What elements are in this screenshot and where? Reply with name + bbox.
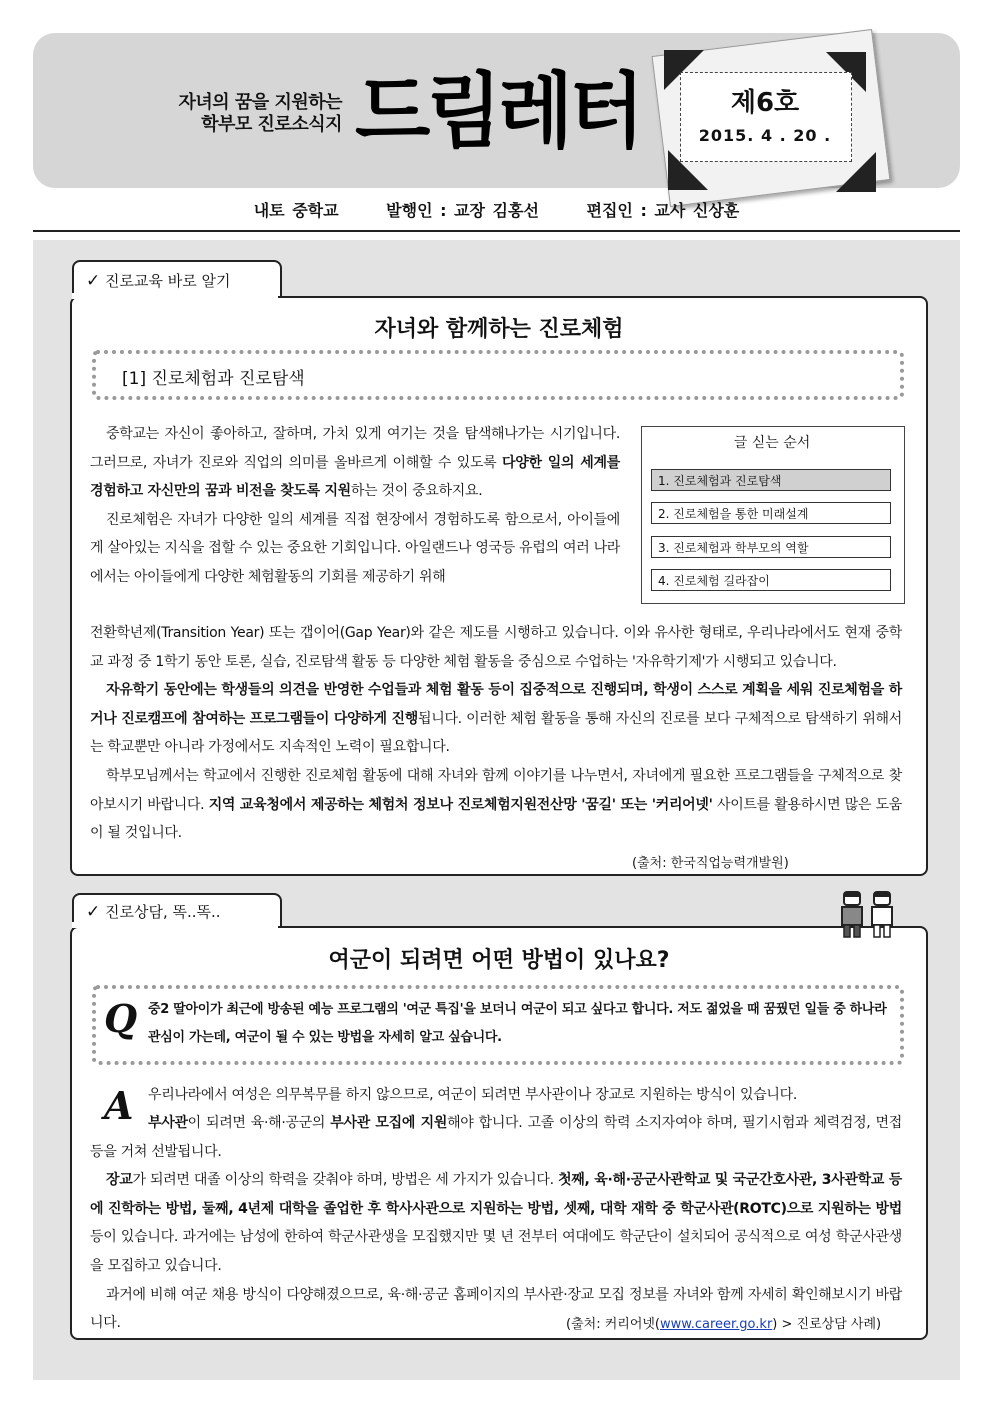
section1-subtitle: [1] 진로체험과 진로탐색 [122,369,305,389]
paragraph: 과거에 비해 여군 채용 방식이 다양해졌으므로, 육·해·공군 홈페이지의 부사관·장교 모집 정보를 자녀와 함께 자세히 확인해보시기 바랍니다. [90,1286,902,1332]
issue-number: 제6호 [730,88,800,118]
masthead-subtitle [170,92,342,136]
paragraph: 중학교는 자신이 좋아하고, 잘하며, 가치 있게 여기는 것을 탐색해나가는 시기입니다. 그러므로, 자녀가 진로와 직업의 의미를 올바르게 이해할 수 있도록 다양한 일의 세계를 경험하고 자신만의 꿈과 비전을 찾도록 지원하는 것이 중요하지요. [90,426,620,500]
paragraph: 학부모님께서는 학교에서 진행한 진로체험 활동에 대해 자녀와 함께 이야기를 나누면서, 자녀에게 필요한 프로그램들을 구체적으로 찾아보시기 바랍니다. 지역 교육청에서 제공하는 체험처 정보나 진로체험지원전산망 '꿈길' 또는 '커리어넷' 사이트를 활용하시면 많은 도움이 될 것입니다. [90,767,903,842]
answer-first-line [148,1081,902,1110]
section1-source: (출처: 한국직업능력개발원) [632,856,789,871]
toc-item: 2. 진로체험을 통한 미래설계 [651,502,891,524]
section1-tab-label: 진로교육 바로 알기 [105,272,231,290]
paragraph: 우리나라에서 여성은 의무복무를 하지 않으므로, 여군이 되려면 부사관이나 장교로 지원하는 방식이 있습니다. [148,1087,798,1103]
toc-title: 글 싣는 순서 [733,435,811,451]
paragraph: 부사관이 되려면 육·해·공군의 부사관 모집에 지원해야 합니다. 고졸 이상의 학력 소지자여야 하며, 필기시험과 체력검정, 면접 등을 거쳐 선발됩니다. [90,1115,902,1160]
tab-joint [72,922,278,928]
question-text: 중2 딸아이가 최근에 방송된 예능 프로그램의 '여군 특집'을 보더니 여군이 되고 싶다고 합니다. 저도 젊었을 때 꿈꿨던 일들 중 하나라 관심이 가는데, 여군이 될 수 있는 방법을 자세히 알고 싶습니다. [148,1002,887,1045]
students-icon [838,890,898,940]
check-icon: ✓ [86,271,101,291]
answer-marker: A [104,1083,134,1128]
editor-name: 편집인 : 교사 신상훈 [586,201,740,220]
answer-text [90,1109,902,1338]
subtitle-line-2: 학부모 진로소식지 [201,114,342,135]
career-net-link[interactable]: www.career.go.kr [660,1317,773,1332]
publisher-name: 발행인 : 교장 김홍선 [386,201,539,220]
school-name: 내토 중학교 [253,201,339,220]
section2-source: (출처: 커리어넷(www.career.go.kr) > 진로상담 사례) [566,1317,882,1332]
section2-tab-label: 진로상담, 똑..똑.. [105,903,221,921]
toc-item: 1. 진로체험과 진로탐색 [651,469,891,491]
paragraph: 자유학기 동안에는 학생들의 의견을 반영한 수업들과 체험 활동 등이 집중적으로 진행되며, 학생이 스스로 계획을 세워 진로체험을 하거나 진로캠프에 참여하는 프로그램들이 다양하게 진행됩니다. 이러한 체험 활동을 통해 자신의 진로를 보다 구체적으로 탐색하기 위해서는 학교뿐만 아니라 가정에서도 지속적인 노력이 필요합니다. [90,682,902,756]
paragraph: 진로체험은 자녀가 다양한 일의 세계를 직접 현장에서 경험하도록 함으로서, 아이들에게 살아있는 지식을 접할 수 있는 중요한 기회입니다. 아일랜드나 영국등 유럽의 여러 나라에서는 아이들에게 다양한 체험활동의 기회를 제공하기 위해 [90,511,621,585]
section2-title: 여군이 되려면 어떤 방법이 있나요? [328,948,670,973]
toc-item: 4. 진로체험 길라잡이 [651,569,891,591]
toc-item: 3. 진로체험과 학부모의 역할 [651,536,891,558]
section1-body-text [90,619,902,848]
publisher-info [33,198,960,221]
header-divider [33,230,960,232]
tab-joint [72,293,278,299]
issue-date: 2015. 4 . 20 . [698,126,832,145]
question-marker: Q [104,996,138,1041]
section1-intro-text [90,420,620,592]
subtitle-line-1: 자녀의 꿈을 지원하는 [178,92,342,113]
newsletter-logo: 드림레터 [355,63,641,160]
paragraph: 전환학년제(Transition Year) 또는 갭이어(Gap Year)와 같은 제도를 시행하고 있습니다. 이와 유사한 형태로, 우리나라에서도 현재 중학교 과정 중 1학기 동안 토론, 실습, 진로탐색 활동 등 다양한 체험 활동을 중심으로 수업하는 '자유학기제'가 시행되고 있습니다. [90,625,902,670]
check-icon: ✓ [86,902,101,922]
section1-title: 자녀와 함께하는 진로체험 [374,317,624,342]
paragraph: 장교가 되려면 대졸 이상의 학력을 갖춰야 하며, 방법은 세 가지가 있습니다. 첫째, 육·해·공군사관학교 및 국군간호사관, 3사관학교 등에 진학하는 방법, 둘째, 4년제 대학을 졸업한 후 학사사관으로 지원하는 방법, 셋째, 대학 재학 중 학군사관(ROTC)으로 지원하는 방법 등이 있습니다. 과거에는 남성에 한하여 학군사관생을 모집했지만 몇 년 전부터 여대에도 학군단이 설치되어 공식적으로 여성 학군사관생을 모집하고 있습니다. [90,1172,902,1274]
